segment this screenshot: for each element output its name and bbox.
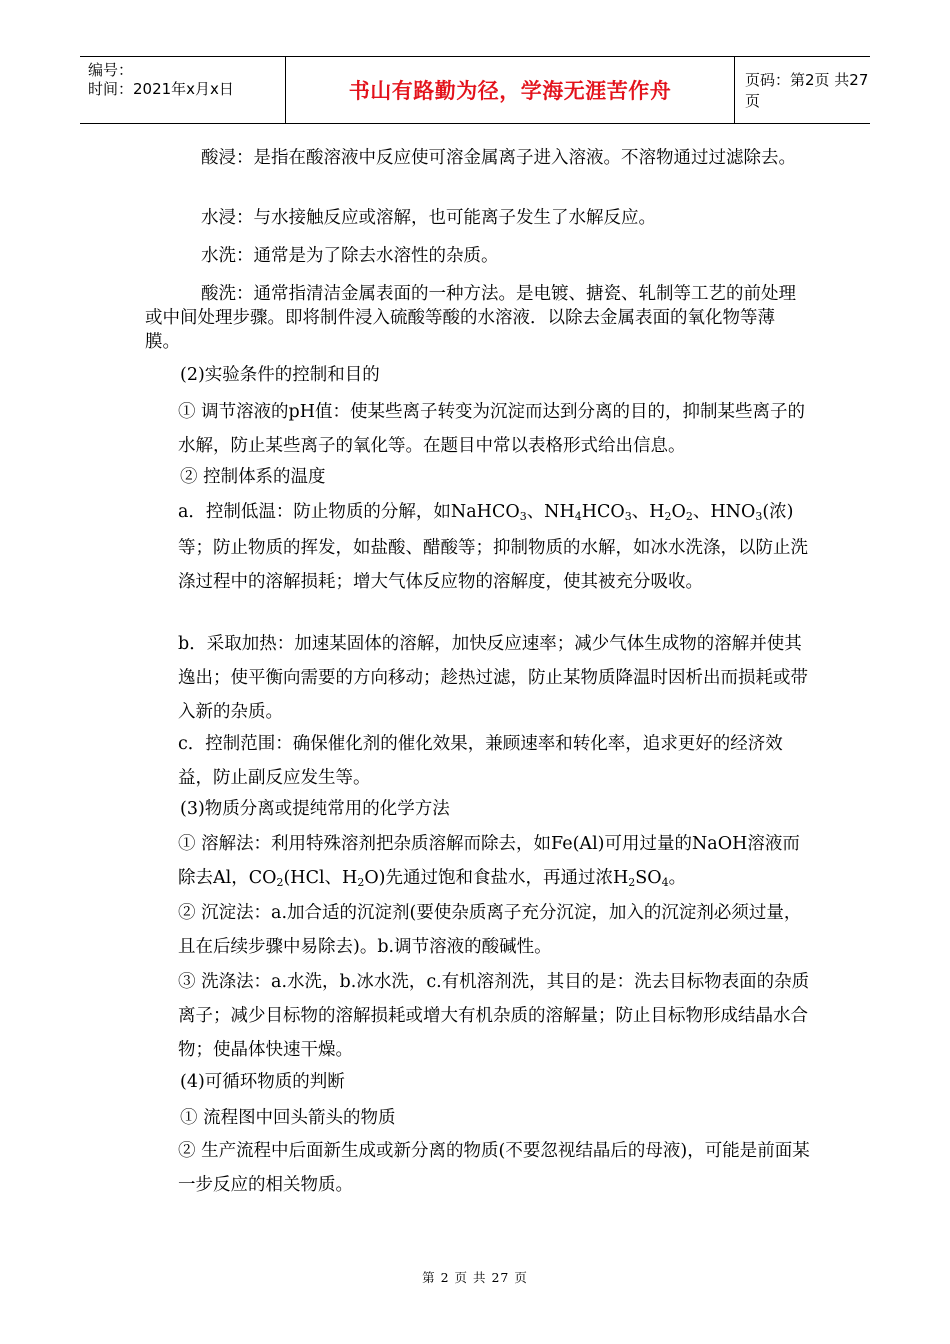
paragraph-acid-leach: 酸浸：是指在酸溶液中反应使可溶金属离子进入溶液。不溶物通过过滤除去。 [201, 148, 796, 168]
header-table [80, 56, 870, 124]
item-dissolve-method: ① 溶解法：利用特殊溶剂把杂质溶解而除去，如Fe(Al)可用过量的NaOH溶液而除去Al，$CO_2(HCl$、$H_2O$)先通过饱和食盐水，再通过浓$H_2SO_4$。 [178, 834, 800, 889]
time-label: 时间：2021年x月x日 [88, 80, 234, 98]
heading-section-3: (3)物质分离或提纯常用的化学方法 [180, 799, 450, 819]
header-meta [80, 57, 285, 123]
paragraph-water-wash: 水洗：通常是为了除去水溶性的杂质。 [201, 246, 499, 266]
header-motto-cell [285, 57, 735, 123]
number-label: 编号： [88, 61, 134, 79]
paragraph-acid-wash: 酸洗：通常指清洁金属表面的一种方法。是电镀、搪瓷、轧制等工艺的前处理或中间处理步骤。即将制件浸入硫酸等酸的水溶液．以除去金属表面的氧化物等薄膜。 [145, 284, 796, 352]
item-range-control: c．控制范围：确保催化剂的催化效果，兼顾速率和转化率，追求更好的经济效益，防止副反应发生等。 [178, 734, 783, 788]
item-heating: b．采取加热：加速某固体的溶解，加快反应速率；减少气体生成物的溶解并使其逸出；使平衡向需要的方向移动；趁热过滤，防止某物质降温时因析出而损耗或带入新的杂质。 [178, 634, 808, 722]
page-info: 页码：第2页 共27页 [745, 71, 869, 110]
motto: 书山有路勤为径，学海无涯苦作舟 [348, 79, 672, 103]
page-footer: 第 2 页 共 27 页 [422, 1270, 528, 1285]
low-temp-text: a．控制低温：防止物质的分解，如NaHCO [178, 502, 520, 522]
item-washing-method: ③ 洗涤法：a.水洗，b.冰水洗，c.有机溶剂洗，其目的是：洗去目标物表面的杂质离子；减少目标物的溶解损耗或增大有机杂质的溶解量；防止目标物形成结晶水合物；使晶体快速干燥。 [178, 972, 810, 1060]
paragraph-water-leach: 水浸：与水接触反应或溶解，也可能离子发生了水解反应。 [201, 208, 656, 228]
item-recycle-arrow: ① 流程图中回头箭头的物质 [180, 1108, 396, 1128]
item-temperature-control: ② 控制体系的温度 [180, 467, 326, 487]
item-ph-control: ① 调节溶液的pH值：使某些离子转变为沉淀而达到分离的目的，抑制某些离子的水解，防止某些离子的氧化等。在题目中常以表格形式给出信息。 [178, 402, 806, 456]
item-low-temp: a．控制低温：防止物质的分解，如NaHCO$_3$、$NH_4HCO_3$、$H_2O_2$、$HNO_3$(浓)等；防止物质的挥发，如盐酸、醋酸等；抑制物质的水解，如冰水洗涤，以防止洗涤过程中的溶解损耗；增大气体反应物的溶解度，使其被充分吸收。 [178, 502, 808, 592]
item-precipitation-method: ② 沉淀法：a.加合适的沉淀剂(要使杂质离子充分沉淀，加入的沉淀剂必须过量，且在后续步骤中易除去)。b.调节溶液的酸碱性。 [178, 903, 802, 957]
item-recycle-new: ② 生产流程中后面新生成或新分离的物质(不要忽视结晶后的母液)，可能是前面某一步反应的相关物质。 [178, 1141, 810, 1195]
header-page-cell [735, 57, 870, 123]
heading-section-4: (4)可循环物质的判断 [180, 1072, 345, 1092]
heading-section-2: (2)实验条件的控制和目的 [180, 365, 380, 385]
